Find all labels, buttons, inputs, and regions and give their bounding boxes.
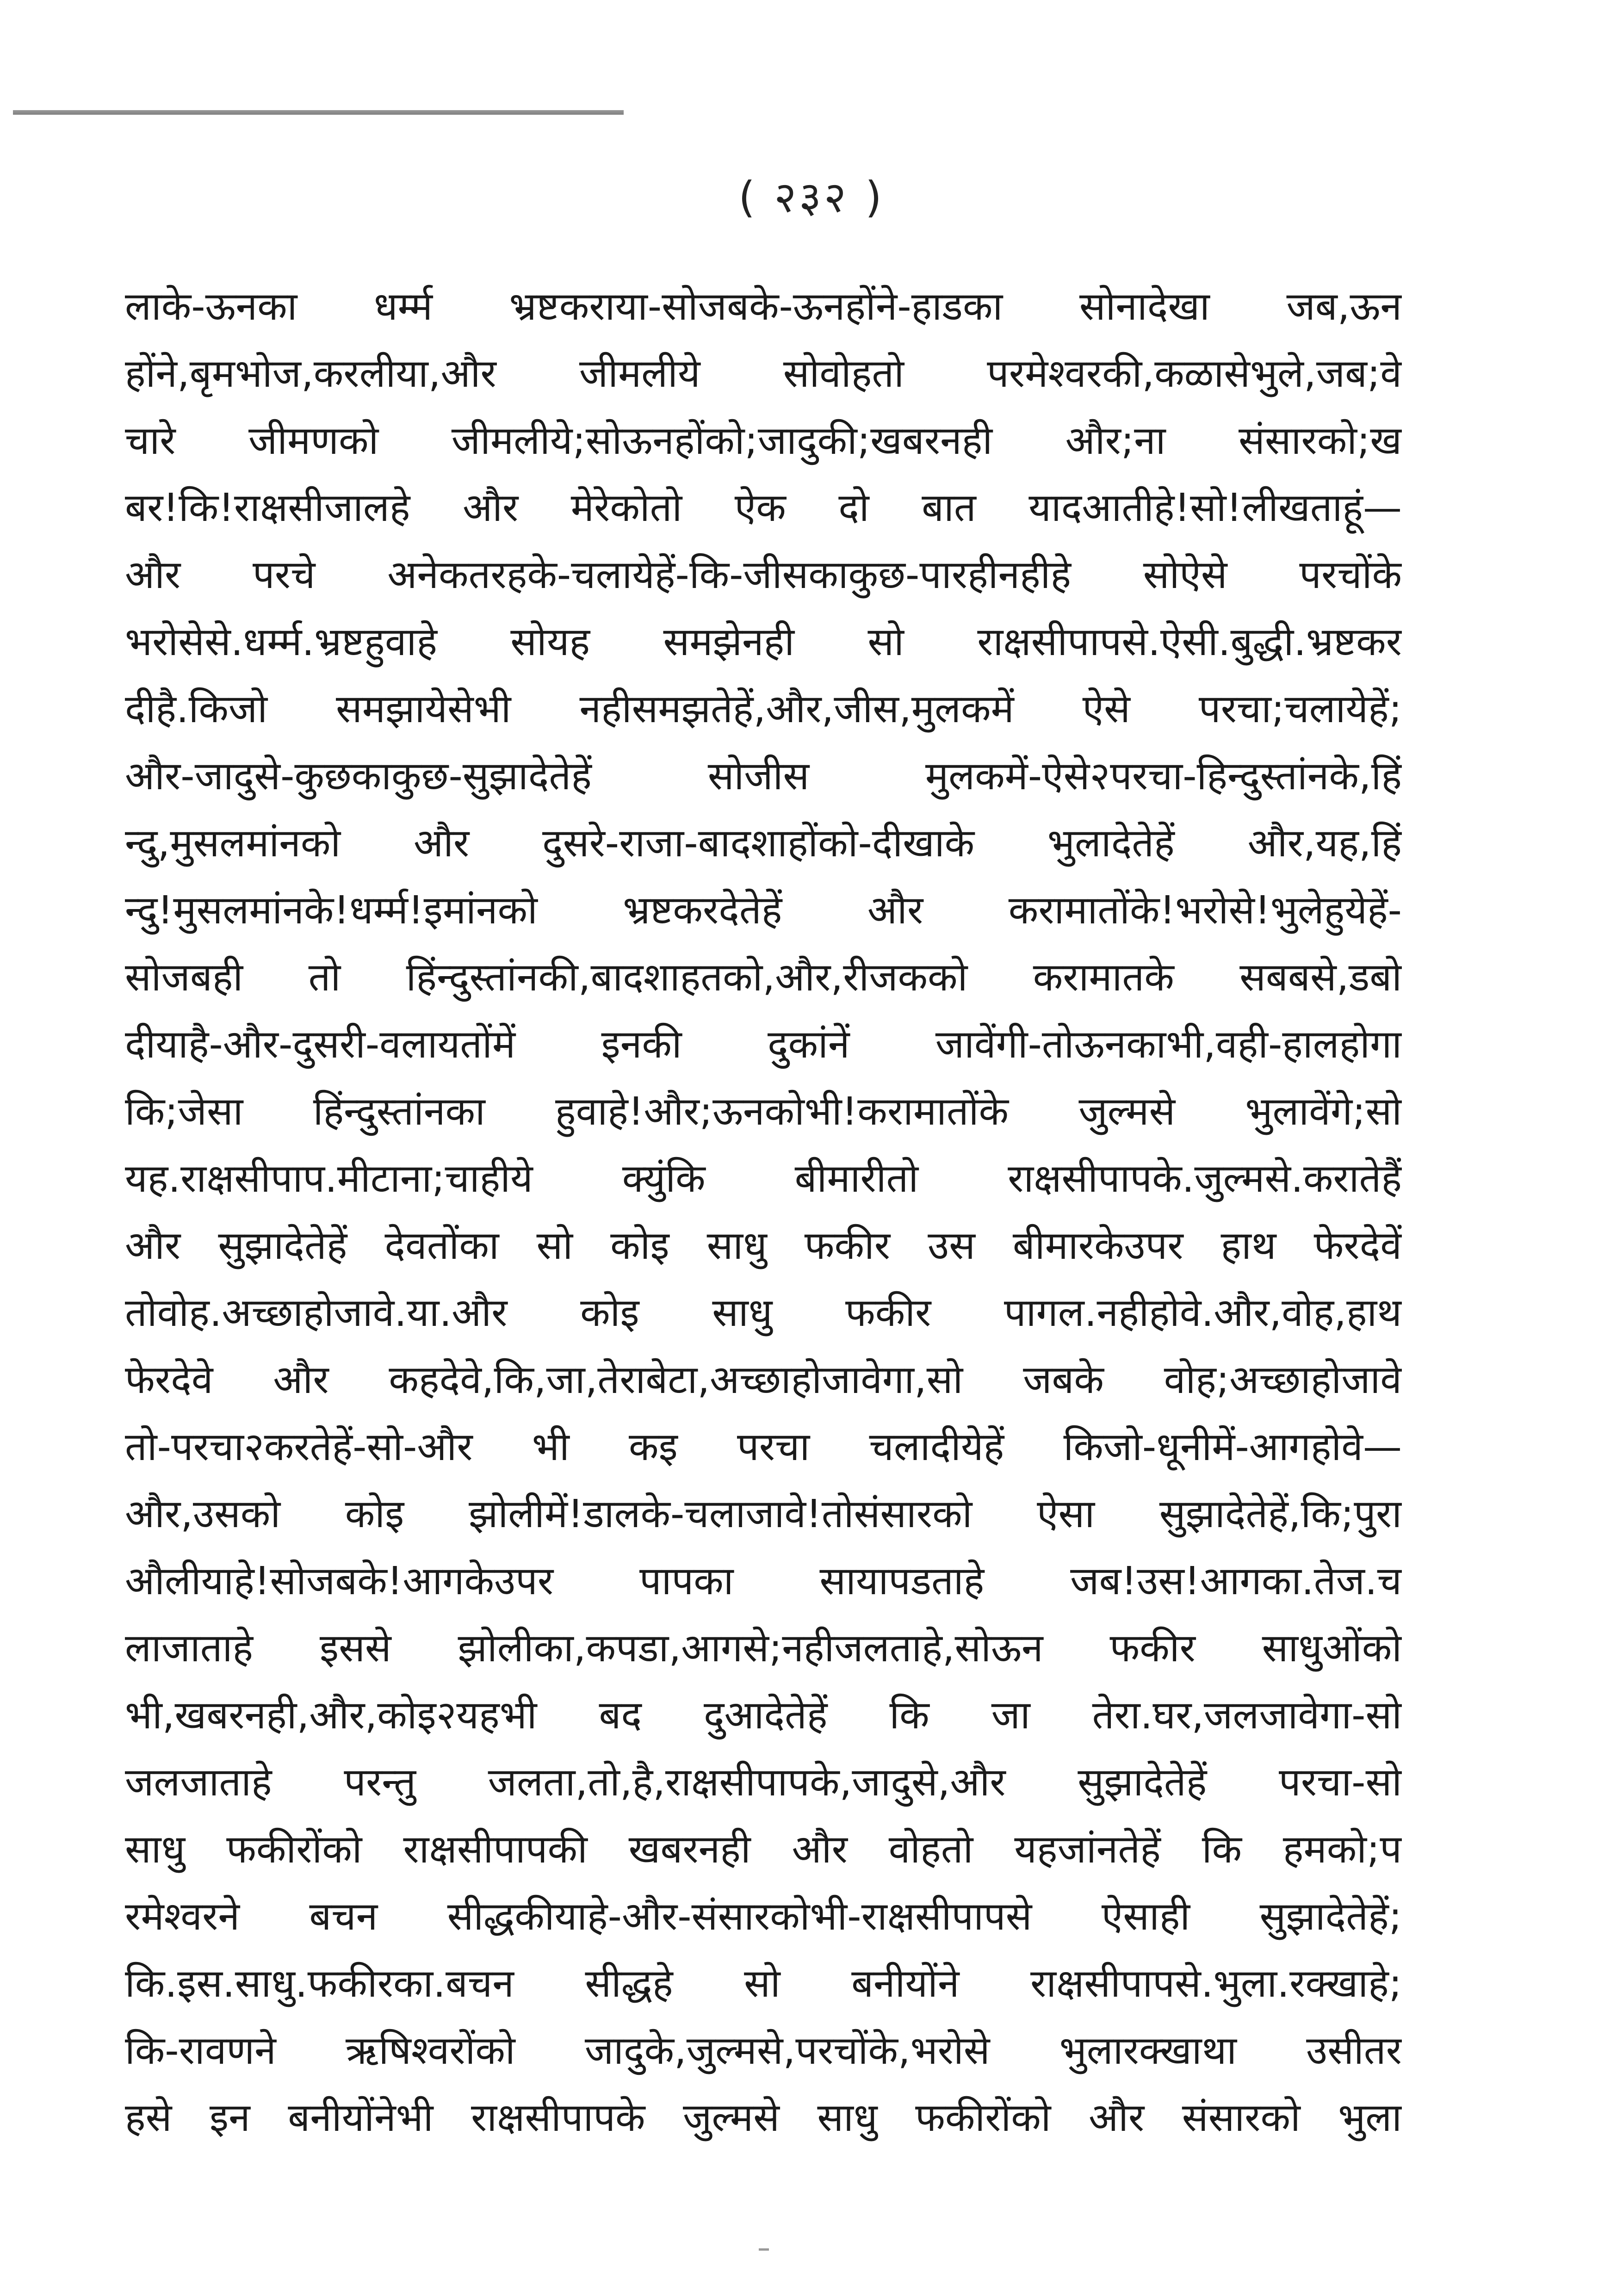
text-line: न्दु!मुसलमांनके!धर्म्म!इमांनको भ्रष्टकरदेतेहें और करामातोंके!भरोसे!भुलेहुयेहें- [125, 887, 1402, 933]
page-top-rule [13, 110, 624, 115]
text-line: साधु फकीरोंको राक्षसीपापकी खबरनही और वोहतो यहजांनतेहें कि हमको;प [125, 1826, 1402, 1872]
text-line: दीहै.किजो समझायेसेभी नहीसमझतेहें,और,जीस,मुलकमें ऐसे परचा;चलायेहें; [125, 686, 1402, 731]
text-line: और सुझादेतेहें देवतोंका सो कोइ साधु फकीर उस बीमारकेउपर हाथ फेरदेवें [125, 1223, 1402, 1268]
page-number: ( २३२ ) [738, 173, 885, 222]
text-line: सोजबही तो हिंन्दुस्तांनकी,बादशाहतको,और,रीजकको करामातके सबबसे,डबो [125, 954, 1402, 1000]
text-line: भरोसेसे.धर्म्म.भ्रष्टहुवाहे सोयह समझेनही सो राक्षसीपापसे.ऐसी.बुद्धी.भ्रष्टकर [125, 619, 1402, 664]
text-line: और-जादुसे-कुछकाकुछ-सुझादेतेहें सोजीस मुलकमें-ऐसे२परचा-हिन्दुस्तांनके,हिं [125, 753, 1402, 798]
text-line: भी,खबरनही,और,कोइ२यहभी बद दुआदेतेहें कि जा तेरा.घर,जलजावेगा-सो [125, 1692, 1402, 1738]
text-line: कि-रावणने ऋषिश्वरोंको जादुके,जुल्मसे,परचोंके,भरोसे भुलारक्खाथा उसीतर [125, 2028, 1402, 2073]
text-line: जलजाताहे परन्तु जलता,तो,है,राक्षसीपापके,जादुसे,और सुझादेतेहें परचा-सो [125, 1759, 1402, 1805]
text-line: चारे जीमणको जीमलीये;सोऊनहोंको;जादुकी;खबरनही और;ना संसारको;ख [125, 418, 1402, 463]
text-line: औलीयाहे!सोजबके!आगकेउपर पापका सायापडताहे जब!उस!आगका.तेज.च [125, 1558, 1402, 1603]
text-line: हसे इन बनीयोंनेभी राक्षसीपापके जुल्मसे साधु फकीरोंको और संसारको भुला [125, 2095, 1402, 2140]
text-line: होंने,बृमभोज,करलीया,और जीमलीये सोवोहतो परमेश्वरकी,कळासेभुले,जब;वे [125, 351, 1402, 396]
text-line: यह.राक्षसीपाप.मीटाना;चाहीये क्युंकि बीमारीतो राक्षसीपापके.जुल्मसे.करातेहैं [125, 1156, 1402, 1201]
text-line: न्दु,मुसलमांनको और दुसरे-राजा-बादशाहोंको-दीखाके भुलादेतेहें और,यह,हिं [125, 820, 1402, 866]
text-line: फेरदेवे और कहदेवे,कि,जा,तेराबेटा,अच्छाहोजावेगा,सो जबके वोह;अच्छाहोजावे [125, 1357, 1402, 1402]
text-line: बर!कि!राक्षसीजालहे और मेरेकोतो ऐक दो बात यादआतीहे!सो!लीखताहूं— [125, 485, 1402, 530]
text-line: रमेश्वरने बचन सीद्धकीयाहे-और-संसारकोभी-राक्षसीपापसे ऐसाही सुझादेतेहें; [125, 1894, 1402, 1939]
text-line: तो-परचा२करतेहें-सो-और भी कइ परचा चलादीयेहें किजो-धूनीमें-आगहोवे— [125, 1424, 1402, 1469]
text-line: और,उसको कोइ झोलीमें!डालके-चलाजावे!तोसंसारको ऐसा सुझादेतेहें,कि;पुरा [125, 1491, 1402, 1536]
scan-mark [759, 2248, 769, 2251]
text-line: दीयाहै-और-दुसरी-वलायतोंमें इनकी दुकांनें जावेंगी-तोऊनकाभी,वही-हालहोगा [125, 1021, 1402, 1067]
text-line: कि.इस.साधु.फकीरका.बचन सीद्धहे सो बनीयोंने राक्षसीपापसे.भुला.रक्खाहे; [125, 1961, 1402, 2006]
text-line: लाजाताहे इससे झोलीका,कपडा,आगसे;नहीजलताहे,सोऊन फकीर साधुओंको [125, 1625, 1402, 1671]
text-line: लाके-ऊनका धर्म्म भ्रष्टकराया-सोजबके-ऊनहोंने-हाडका सोनादेखा जब,ऊन [125, 284, 1402, 329]
text-line: तोवोह.अच्छाहोजावे.या.और कोइ साधु फकीर पागल.नहीहोवे.और,वोह,हाथ [125, 1290, 1402, 1335]
body-text [125, 273, 1402, 2151]
text-line: और परचे अनेकतरहके-चलायेहें-कि-जीसकाकुछ-पारहीनहीहे सोऐसे परचोंके [125, 552, 1402, 597]
text-line: कि;जेसा हिंन्दुस्तांनका हुवाहे!और;ऊनकोभी!करामातोंके जुल्मसे भुलावेंगे;सो [125, 1089, 1402, 1134]
